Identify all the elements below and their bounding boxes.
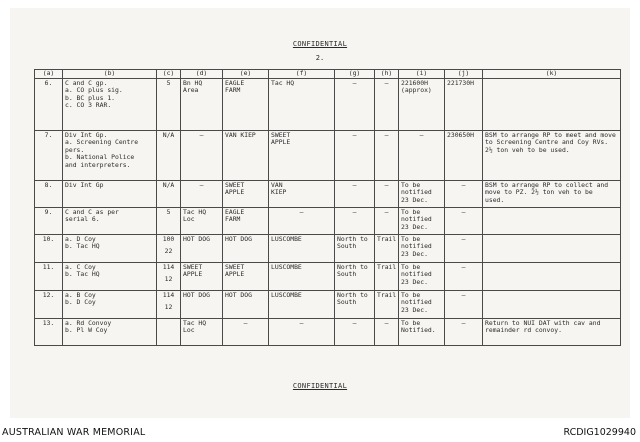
cell-j [445,263,483,291]
page-number: 2. [315,54,325,62]
cell-k [483,79,621,131]
cell-line: SWEET [225,181,245,189]
cell-line: HOT DOG [225,235,252,243]
cell-line: a. B Coy [65,291,96,299]
cell-line: – [299,319,304,327]
cell-line: 114 [162,291,175,299]
cell-line: LUSCOMBE [271,235,302,243]
column-header-h: (h) [375,70,399,79]
column-header-d: (d) [181,70,223,79]
table-row [35,263,621,291]
cell-k [483,263,621,291]
cell-line: LUSCOMBE [271,291,302,299]
cell-line: APPLE [225,188,245,197]
cell-line: – [199,131,204,139]
document-page [10,8,630,418]
cell-line: – [461,263,466,271]
cell-line: – [352,131,357,139]
cell-j [445,208,483,235]
cell-line: To be [401,319,421,327]
security-classification-header: CONFIDENTIAL [292,40,348,48]
cell-h [375,208,399,235]
cell-line: notified [401,215,432,224]
cell-line: 23 Dec. [401,222,428,231]
cell-e [223,181,269,208]
cell-line: a. CO plus sig. [65,86,123,95]
cell-line: N/A [162,181,175,189]
cell-c [157,291,181,319]
cell-j [445,319,483,346]
cell-line: HOT DOG [183,291,210,299]
cell-line: – [461,319,466,327]
cell-k [483,319,621,346]
cell-line: South [337,298,357,307]
cell-c [157,131,181,181]
cell-line: and interpreters. [65,160,131,169]
cell-line: 230650H [447,131,474,139]
cell-h [375,79,399,131]
cell-line: used. [485,195,505,204]
cell-line: To be [401,263,421,271]
cell-line: b. BC plus 1. [65,93,116,102]
cell-line: APPLE [271,138,291,147]
column-header-i: (i) [399,70,445,79]
cell-line: – [461,291,466,299]
cell-line: Div Int Gp [65,181,104,189]
cell-b [63,208,157,235]
cell-line: Tac HQ [183,319,207,327]
cell-line: – [384,208,389,216]
cell-line: – [352,181,357,189]
cell-b [63,291,157,319]
cell-line: APPLE [183,270,203,279]
cell-line: FARM [225,86,241,95]
cell-line: remainder rd convoy. [485,326,562,335]
cell-e [223,208,269,235]
cell-line: Div Int Gp. [65,131,108,139]
cell-a [35,79,63,131]
cell-c [157,208,181,235]
table-row [35,319,621,346]
cell-line: 23 Dec. [401,195,428,204]
cell-line: North to [337,263,368,271]
cell-g [335,319,375,346]
serial-number: 13. [42,319,55,327]
cell-line: Trail [377,263,397,271]
cell-i [399,263,445,291]
cell-line: – [384,181,389,189]
cell-line: to Screening Centre and Coy RVs. [485,138,609,147]
column-header-f: (f) [269,70,335,79]
cell-h [375,181,399,208]
cell-line: Trail [377,235,397,243]
cell-e [223,319,269,346]
cell-a [35,319,63,346]
cell-line: 5 [166,79,171,87]
cell-g [335,291,375,319]
cell-line: – [243,319,248,327]
cell-g [335,181,375,208]
cell-line: South [337,242,357,251]
cell-h [375,235,399,263]
cell-line: b. Pl W Coy [65,326,108,335]
cell-line: To be [401,291,421,299]
cell-f [269,208,335,235]
cell-line: a. C Coy [65,263,96,271]
table-row [35,235,621,263]
cell-line: KIEP [271,188,287,197]
cell-line: 23 Dec. [401,249,428,258]
cell-line: To be [401,235,421,243]
cell-b [63,79,157,131]
cell-k [483,181,621,208]
cell-line: a. D Coy [65,235,96,243]
cell-line: – [199,181,204,189]
cell-line: EAGLE [225,208,245,216]
cell-line: notified [401,298,432,307]
cell-line: c. CO 3 RAR. [65,101,112,110]
cell-line: C and C as per [65,208,119,216]
cell-line: N/A [162,131,175,139]
cell-d [181,208,223,235]
security-classification-footer: CONFIDENTIAL [292,382,348,390]
cell-c [157,181,181,208]
cell-j [445,79,483,131]
cell-f [269,291,335,319]
cell-line: North to [337,235,368,243]
cell-line: Tac HQ [271,79,295,87]
cell-line: Return to NUI DAT with cav and [485,319,601,327]
cell-g [335,79,375,131]
cell-line: – [461,235,466,243]
cell-d [181,181,223,208]
cell-i [399,181,445,208]
cell-line: serial 6. [65,215,100,224]
cell-line: Trail [377,291,397,299]
serial-number: 8. [44,181,53,189]
cell-line: – [352,208,357,216]
table-row [35,208,621,235]
cell-a [35,235,63,263]
cell-line: a. Rd Convoy [65,319,112,327]
cell-line: HOT DOG [183,235,210,243]
cell-c [157,235,181,263]
cell-line: – [352,79,357,87]
cell-line: – [461,181,466,189]
cell-line: a. Screening Centre [65,138,139,147]
cell-line: VAN KIEP [225,131,256,139]
table-row [35,131,621,181]
cell-j [445,235,483,263]
cell-line: – [299,208,304,216]
column-header-k: (k) [483,70,621,79]
cell-g [335,235,375,263]
cell-a [35,131,63,181]
cell-k [483,291,621,319]
cell-f [269,131,335,181]
cell-a [35,263,63,291]
cell-line: LUSCOMBE [271,263,302,271]
cell-g [335,263,375,291]
cell-line: – [384,319,389,327]
cell-a [35,208,63,235]
cell-i [399,319,445,346]
cell-g [335,131,375,181]
cell-d [181,319,223,346]
cell-line: EAGLE [225,79,245,87]
cell-line: SWEET [225,263,245,271]
cell-line: 221600H [401,79,428,87]
cell-line: – [352,319,357,327]
cell-h [375,263,399,291]
cell-line: b. Tac HQ [65,270,100,279]
movement-table [34,69,621,346]
cell-line: 22 [164,247,173,256]
serial-number: 7. [44,131,53,139]
cell-line: Tac HQ [183,208,207,216]
column-header-g: (g) [335,70,375,79]
cell-line: – [419,131,424,139]
serial-number: 12. [42,291,55,299]
cell-b [63,181,157,208]
cell-k [483,131,621,181]
cell-h [375,131,399,181]
cell-e [223,235,269,263]
table-row [35,181,621,208]
column-header-j: (j) [445,70,483,79]
cell-line: C and C gp. [65,79,108,87]
cell-line: BSM to arrange RP to collect and [485,181,609,189]
cell-c [157,319,181,346]
cell-d [181,235,223,263]
cell-line: – [384,79,389,87]
table-row [35,291,621,319]
column-header-row [35,70,621,79]
cell-line: move to PZ. 2½ ton veh to be [485,188,593,197]
cell-line: notified [401,188,432,197]
cell-line: Bn HQ [183,79,203,87]
cell-d [181,291,223,319]
cell-b [63,131,157,181]
cell-line: – [461,208,466,216]
column-header-e: (e) [223,70,269,79]
cell-line: 5 [166,208,171,216]
cell-b [63,235,157,263]
cell-k [483,208,621,235]
cell-e [223,79,269,131]
cell-f [269,79,335,131]
cell-i [399,291,445,319]
cell-line: 23 Dec. [401,305,428,314]
cell-f [269,181,335,208]
cell-line: 12 [164,303,173,312]
cell-d [181,131,223,181]
cell-line: HOT DOG [225,291,252,299]
serial-number: 9. [44,208,53,216]
cell-line: BSM to arrange RP to meet and move [485,131,616,139]
archive-reference: RCDIG1029940 [563,427,636,438]
cell-f [269,235,335,263]
cell-line: Area [183,86,199,95]
cell-line: Loc [183,215,195,224]
cell-line: VAN [271,181,283,189]
cell-line: Loc [183,326,195,335]
cell-line: b. Tac HQ [65,242,100,251]
cell-line: To be [401,181,421,189]
cell-line: 221730H [447,79,474,87]
cell-e [223,291,269,319]
serial-number: 10. [42,235,55,243]
cell-d [181,263,223,291]
cell-i [399,208,445,235]
cell-b [63,319,157,346]
cell-g [335,208,375,235]
cell-line: b. D Coy [65,298,96,307]
cell-line: FARM [225,215,241,224]
cell-line: 100 [162,235,175,243]
cell-a [35,181,63,208]
serial-number: 11. [42,263,55,271]
cell-i [399,131,445,181]
cell-f [269,319,335,346]
cell-j [445,291,483,319]
cell-line: 23 Dec. [401,277,428,286]
cell-line: APPLE [225,270,245,279]
cell-j [445,131,483,181]
cell-c [157,263,181,291]
cell-line: South [337,270,357,279]
cell-h [375,319,399,346]
cell-j [445,181,483,208]
cell-e [223,131,269,181]
cell-line: (approx) [401,86,432,95]
cell-line: b. National Police [65,153,135,162]
cell-i [399,235,445,263]
cell-line: SWEET [183,263,203,271]
cell-b [63,263,157,291]
cell-i [399,79,445,131]
cell-line: To be [401,208,421,216]
cell-line: notified [401,270,432,279]
cell-k [483,235,621,263]
cell-c [157,79,181,131]
cell-line: SWEET [271,131,291,139]
cell-line: – [384,131,389,139]
cell-line: Notified. [401,326,436,335]
cell-line: 2½ ton veh to be used. [485,145,570,154]
column-header-b: (b) [63,70,157,79]
cell-line: 12 [164,275,173,284]
cell-e [223,263,269,291]
table-body [35,79,621,346]
cell-f [269,263,335,291]
table-row [35,79,621,131]
cell-h [375,291,399,319]
column-header-c: (c) [157,70,181,79]
cell-line: North to [337,291,368,299]
column-header-a: (a) [35,70,63,79]
serial-number: 6. [44,79,53,87]
cell-d [181,79,223,131]
cell-line: notified [401,242,432,251]
cell-line: pers. [65,145,85,154]
cell-a [35,291,63,319]
cell-line: 114 [162,263,175,271]
archive-name: AUSTRALIAN WAR MEMORIAL [2,427,146,438]
